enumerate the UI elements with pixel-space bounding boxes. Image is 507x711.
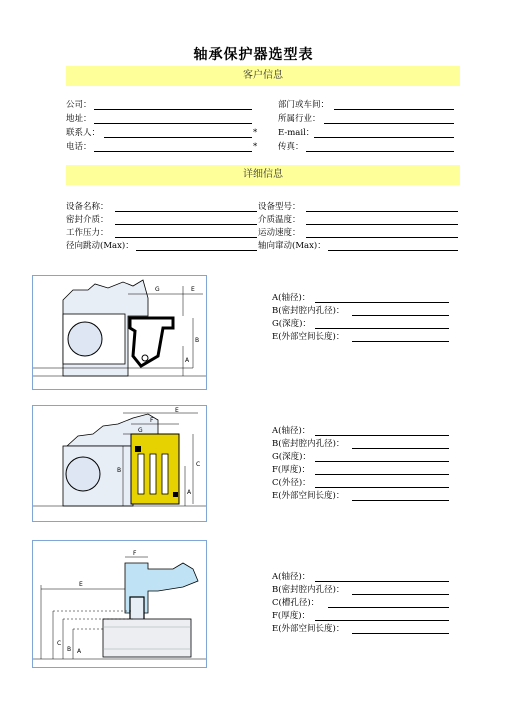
fig2-field-b: B(密封腔内孔径)：	[272, 439, 345, 449]
fig2-input-e[interactable]	[352, 500, 449, 501]
medium-temp-label: 介质温度：	[258, 215, 301, 225]
required-mark: *	[253, 128, 258, 138]
dim-label: C	[196, 461, 201, 468]
fig2-input-f[interactable]	[315, 474, 449, 475]
fig3-input-c[interactable]	[328, 607, 449, 608]
equipment-name-label: 设备名称：	[66, 202, 109, 212]
fig3-field-b: B(密封腔内孔径)：	[272, 585, 345, 595]
email-field[interactable]	[314, 137, 454, 138]
industry-field[interactable]	[324, 123, 454, 124]
equipment-model-label: 设备型号：	[258, 202, 301, 212]
contact-label: 联系人：	[66, 128, 101, 138]
dim-label: E	[79, 581, 83, 588]
address-field[interactable]	[94, 123, 252, 124]
fax-label: 传真：	[278, 142, 304, 152]
fig1-field-b: B(密封腔内孔径)：	[272, 306, 345, 316]
fig3-input-f[interactable]	[315, 620, 449, 621]
dim-label: A	[185, 357, 190, 364]
dim-label: E	[175, 407, 179, 414]
dim-label: G	[138, 427, 143, 434]
fig3-field-a: A(轴径)：	[272, 572, 311, 582]
department-label: 部门或车间：	[278, 100, 330, 110]
dim-label: F	[133, 550, 137, 557]
fig2-field-e: E(外部空间长度)：	[272, 491, 345, 501]
department-field[interactable]	[334, 109, 454, 110]
fig2-field-a: A(轴径)：	[272, 426, 311, 436]
fig3-field-c: C(槽孔径)：	[272, 598, 320, 608]
fig1-input-b[interactable]	[352, 315, 449, 316]
dim-label: B	[195, 337, 200, 344]
contact-field[interactable]	[104, 137, 252, 138]
fig2-input-g[interactable]	[315, 461, 449, 462]
customer-info-header: 客户信息	[66, 66, 460, 86]
equipment-model-field[interactable]	[306, 211, 458, 212]
company-label: 公司：	[66, 100, 92, 110]
fig2-field-g: G(深度)：	[272, 452, 311, 462]
company-field[interactable]	[94, 109, 252, 110]
address-label: 地址：	[66, 114, 92, 124]
fig3-field-e: E(外部空间长度)：	[272, 624, 345, 634]
fig3-field-f: F(厚度)：	[272, 611, 311, 621]
working-pressure-label: 工作压力：	[66, 228, 109, 238]
dim-label: E	[191, 286, 195, 293]
radial-runout-field[interactable]	[136, 250, 257, 251]
equipment-name-field[interactable]	[115, 211, 257, 212]
required-mark: *	[253, 142, 258, 152]
seal-diagram-3	[32, 540, 207, 668]
fig3-input-e[interactable]	[352, 633, 449, 634]
fig1-field-a: A(轴径)：	[272, 293, 311, 303]
fig3-input-a[interactable]	[315, 581, 449, 582]
fax-field[interactable]	[306, 151, 454, 152]
sealed-medium-field[interactable]	[115, 224, 257, 225]
working-pressure-field[interactable]	[115, 237, 257, 238]
fig1-field-e: E(外部空间长度)：	[272, 332, 345, 342]
speed-field[interactable]	[306, 237, 458, 238]
dim-label: A	[187, 489, 192, 496]
fig2-field-c: C(外径)：	[272, 478, 311, 488]
fig1-input-a[interactable]	[315, 302, 449, 303]
sealed-medium-label: 密封介质：	[66, 215, 109, 225]
fig3-input-b[interactable]	[352, 594, 449, 595]
detail-info-header: 详细信息	[66, 165, 460, 185]
fig1-input-g[interactable]	[315, 328, 449, 329]
speed-label: 运动速度：	[258, 228, 301, 238]
phone-field[interactable]	[94, 151, 252, 152]
medium-temp-field[interactable]	[306, 224, 458, 225]
fig1-field-g: G(深度)：	[272, 319, 311, 329]
fig2-field-f: F(厚度)：	[272, 465, 311, 475]
fig2-input-b[interactable]	[352, 448, 449, 449]
industry-label: 所属行业：	[278, 114, 321, 124]
dim-label: C	[57, 640, 62, 647]
seal-diagram-2	[32, 405, 207, 522]
axial-movement-label: 轴向窜动(Max)：	[258, 241, 326, 251]
dim-label: B	[117, 467, 122, 474]
fig1-input-e[interactable]	[352, 341, 449, 342]
radial-runout-label: 径向跳动(Max)：	[66, 241, 134, 251]
email-label: E-mail：	[278, 128, 315, 138]
phone-label: 电话：	[66, 142, 92, 152]
page-title: 轴承保护器选型表	[193, 47, 314, 63]
dim-label: B	[67, 646, 72, 653]
fig2-input-c[interactable]	[315, 487, 449, 488]
dim-label: F	[150, 417, 154, 424]
dim-label: G	[155, 286, 160, 293]
dim-label: A	[77, 648, 82, 655]
fig2-input-a[interactable]	[315, 435, 449, 436]
axial-movement-field[interactable]	[328, 250, 458, 251]
seal-diagram-1	[32, 275, 207, 390]
